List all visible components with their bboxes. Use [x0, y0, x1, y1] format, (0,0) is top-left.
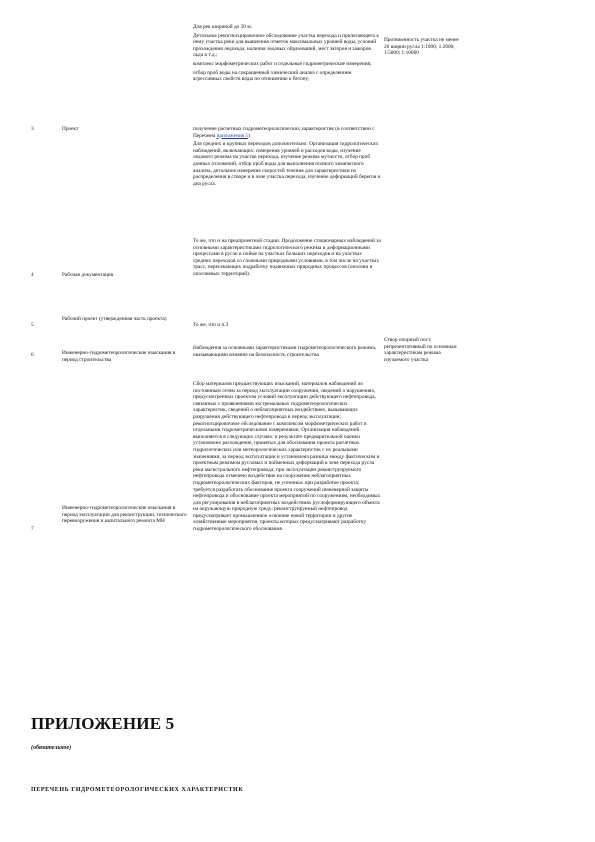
row5-number: 5	[31, 322, 34, 328]
row6-post-note: Створ опорный пост, репрезентативный по основным характеристикам режима изучаемого участка	[384, 337, 457, 363]
appendix-5-link[interactable]: приложения 5	[216, 132, 249, 139]
row5-text: То же, что и п.3	[193, 322, 229, 328]
appendix-subnote: (обязательное)	[31, 745, 72, 751]
row2-para-4: отбор проб воды на сокращенный химический анализ с определением агрессивных свойств воды по отношению к бетону;	[193, 69, 352, 83]
row2-para-1: Для рек шириной до 30 м;	[193, 24, 253, 30]
row3-para-2: Для средних и крупных переходов дополнительно: Организация гидрологических наблюдений, включающих: измерения уровней и расходов воды, изучение ледового режима на участке перехода, изучение режима мутности, отбор проб донных отложений, отбор проб воды для выполнения полного химического анализа, детальное измерение скоростей течения для характеристики их распределения в створе и в зоне участка перехода, изучение деформаций берегов и дна русла.	[193, 141, 381, 187]
row2-text	[193, 24, 381, 83]
row7-text: Сбор материалов предшествующих изысканий, материалов наблюдений по постоянным сетям за период эксплуатации сооружения, сведений о нарушениях, предусмотренных проектом условий эксплуатации действующего нефтепровода, связанных с проявлениями экстремальных гидрометеорологических характеристик, сведений о неблагоприятных воздействиях, вызывающих разрушения действующего нефтепровода в период эксплуатации; рекогносцировочное обследование с комплексом морфометрических работ и отдельными гидрометрическими измерениями. Организация наблюдений выполняется в следующих случаях: в результате предварительной оценки установлено расхождение, принятых для обоснования проекта расчетных гидрологических или метеорологических характеристик с их реальными значениями, за период эксплуатации и установлена разница между фактическим и проектным режимом русловых и пойменных деформаций в зоне перехода русла реки магистрального нефтепровода; при эксплуатации реконструируемого нефтепровода отмечено воздействие на сооружение неблагоприятных гидрометеорологических факторов, не учтенных при разработке проекта; требуется разработать обоснование проекта сооружений инженерной защиты нефтепровода и обоснование проекта мероприятий по сооружениям, необходимых для регулирования в неблагоприятных воздействиях руслоформирующего объекта на окружающую природную среду; реконструируемый нефтепровод предусматривает промышленное освоение новой территории и другие хозяйственные мероприятия, проекты которых предусматривают разработку гидрометеорологического обоснования.	[193, 381, 381, 533]
row3-text	[193, 126, 381, 187]
row2-para-2: Детальное рекогносцировочное обследование участка перехода и прилегающего к нему участка реки для выявления отметок максимальных уровней воды, условий прохождения ледохода, наличия ледовых образований, мест заторов и зажоров льда и т.д.;	[193, 32, 379, 59]
row2-scale-note: Протяженность участка не менее 20 ширин русла 1:1000; 1:2000; 1:5000; 1:10000	[384, 37, 459, 57]
appendix-heading: ПРИЛОЖЕНИЕ 5	[31, 714, 175, 733]
row4-stage: Рабочая документация	[62, 272, 114, 278]
row3-number: 3	[31, 126, 34, 132]
row4-number: 4	[31, 272, 34, 278]
row2-para-3: комплекс морфометрических работ и отдельные гидрометрические измерения;	[193, 60, 372, 67]
row3-para-1	[193, 126, 381, 139]
row6-text: Наблюдения за основными характеристиками гидрометеорологического режима, оказывающими влияние на безопасность строительства	[193, 345, 377, 358]
row7-number: 7	[31, 526, 34, 532]
row6-stage: Инженерно-гидрометеорологические изыскания в период строительства	[62, 350, 176, 363]
row3-text-a: получение расчетных гидрометеорологических характеристик (в соответствии с Перечнем	[193, 126, 375, 139]
row3-text-a-end: )	[248, 132, 250, 139]
row6-number: 6	[31, 352, 34, 358]
row4-text: То же, что и на предпроектной стадии. Продолжение стационарных наблюдений за основными характеристиками гидрологического режима и деформационными процессами в русле и пойме на участках больших переходов и на участках средних переходов со сложными природными условиями, в том числе на участках трасс, пересекающих подработку подвижных природных процессов (оползни и оползневых территорий).	[193, 238, 381, 277]
appendix-list-title: ПЕРЕЧЕНЬ ГИДРОМЕТЕОРОЛОГИЧЕСКИХ ХАРАКТЕРИСТИК	[31, 787, 244, 793]
row7-stage: Инженерно-гидрометеорологические изыскания в период эксплуатации для реконструкции, технического перевооружения и капитального ремонта МН	[62, 505, 187, 525]
row3-stage: Проект	[62, 126, 79, 132]
row5-stage: Рабочий проект (утвержденная часть проекта)	[62, 316, 167, 322]
